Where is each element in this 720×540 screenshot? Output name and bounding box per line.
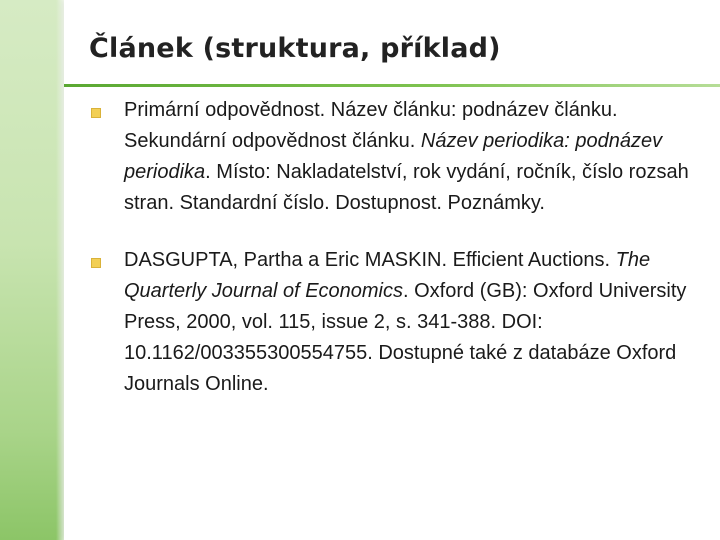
title-underline: [64, 84, 720, 87]
bullet-text-example: [124, 249, 686, 395]
bullet-text-italic-segment: Název periodika: podnázev periodika: [124, 130, 663, 183]
bullet-text-segment: . Místo: Nakladatelství, rok vydání, ročník, číslo rozsah stran. Standardní číslo. Dostupnost. Poznámky.: [124, 161, 689, 214]
bullet-text-segment: . Oxford (GB): Oxford University Press, 2000, vol. 115, issue 2, s. 341-388. DOI: 10.1162/003355300554755. Dostupné také z databáze Oxford Journals Online.: [124, 280, 687, 395]
slide-title: Článek (struktura, příklad): [89, 33, 501, 64]
left-decorative-band: [0, 0, 64, 540]
bullet-text-italic-segment: The Quarterly Journal of Economics: [124, 249, 651, 302]
square-bullet-icon: [91, 108, 101, 118]
bullet-list: [90, 95, 700, 400]
bullet-text-structure: [124, 99, 689, 214]
square-bullet-icon: [91, 258, 101, 268]
bullet-item-structure: [90, 95, 700, 219]
bullet-text-segment: DASGUPTA, Partha a Eric MASKIN. Efficient Auctions.: [124, 249, 616, 271]
bullet-text-segment: Primární odpovědnost. Název článku: podnázev článku. Sekundární odpovědnost článku.: [124, 99, 618, 152]
bullet-item-example: [90, 245, 700, 400]
